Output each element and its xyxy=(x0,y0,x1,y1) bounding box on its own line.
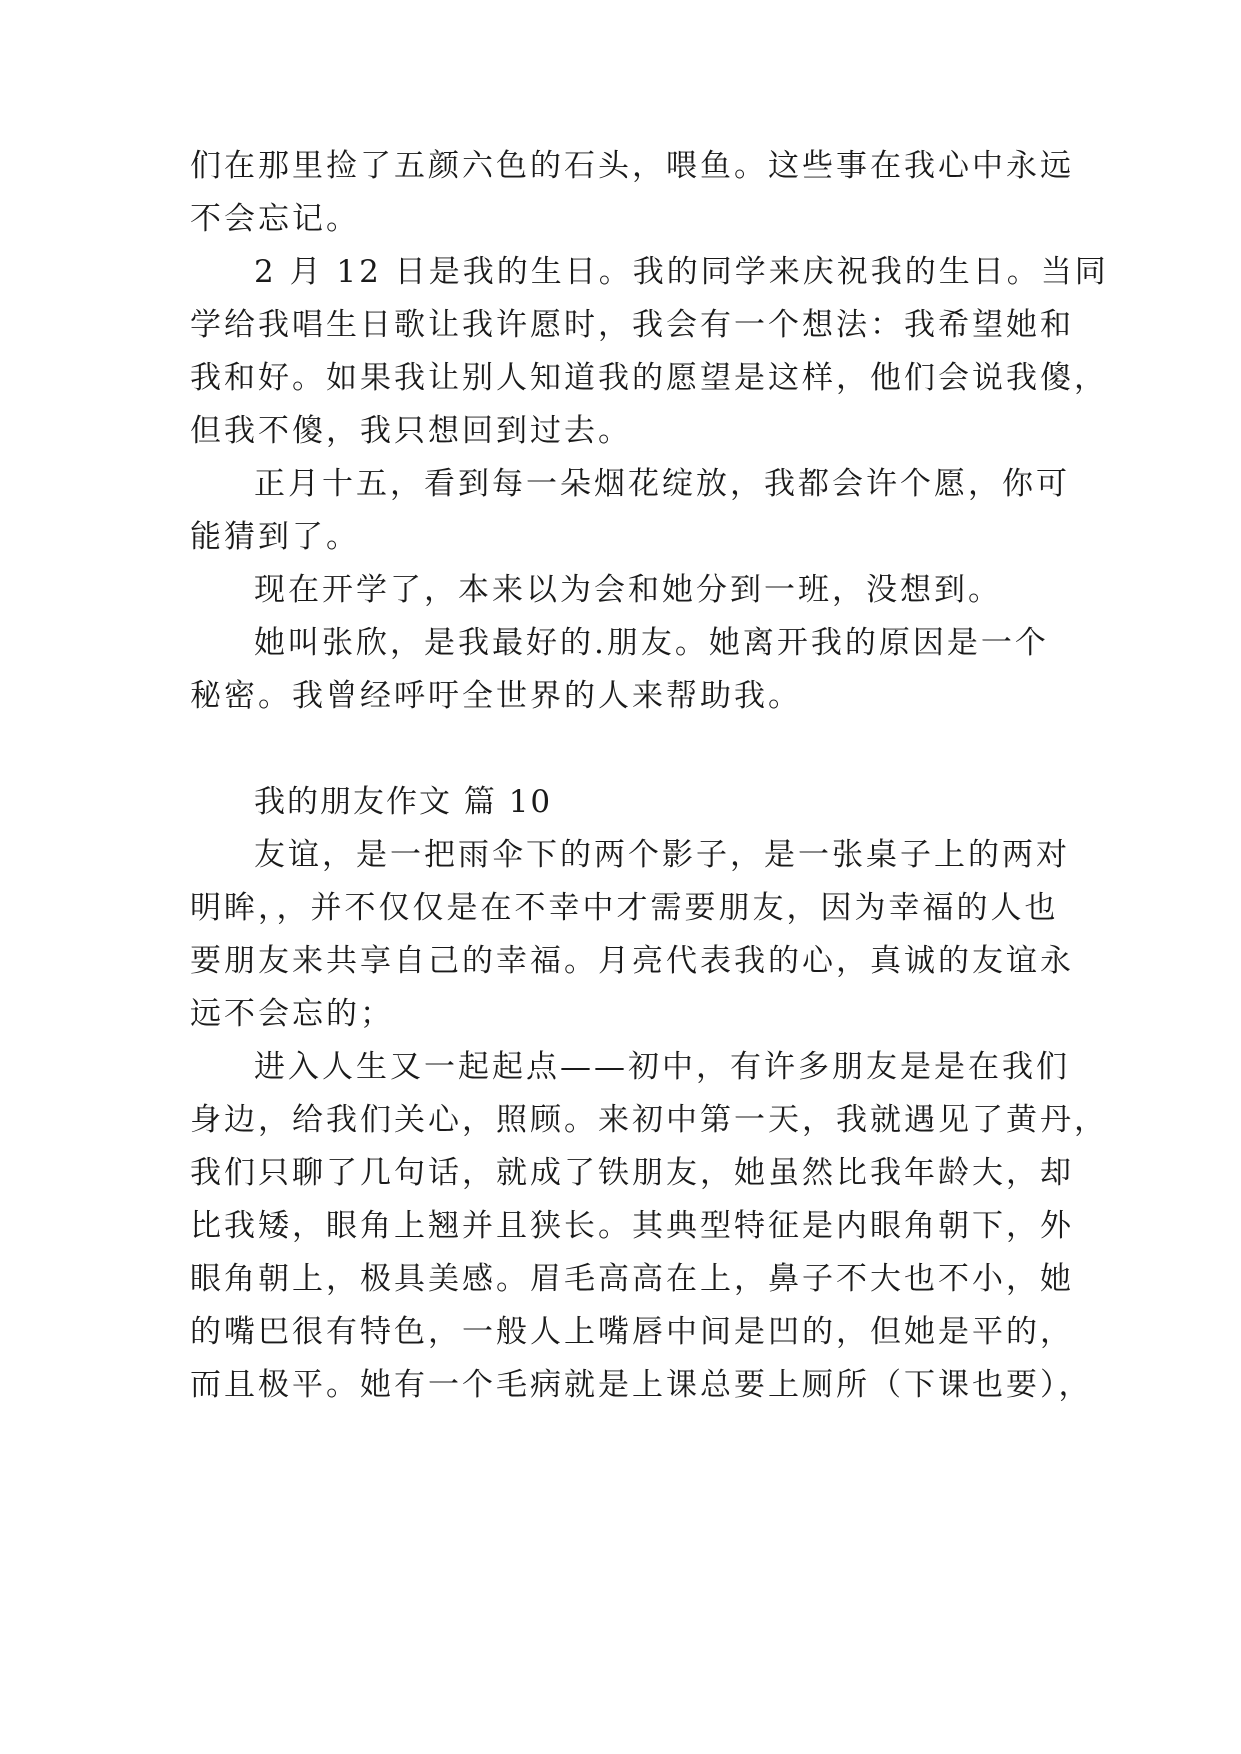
text-line: 远不会忘的； xyxy=(190,996,394,1032)
text-line: 她叫张欣，是我最好的.朋友。她离开我的原因是一个 xyxy=(254,625,1049,661)
text-line: 学给我唱生日歌让我许愿时，我会有一个想法：我希望她和 xyxy=(190,307,1074,343)
text-line: 能猜到了。 xyxy=(190,519,360,555)
text-line: 现在开学了，本来以为会和她分到一班，没想到。 xyxy=(254,572,1002,608)
text-line: 不会忘记。 xyxy=(190,201,360,237)
section-heading: 我的朋友作文 篇 10 xyxy=(254,784,553,820)
text-line: 的嘴巴很有特色，一般人上嘴唇中间是凹的，但她是平的， xyxy=(190,1314,1074,1350)
text-line: 正月十五，看到每一朵烟花绽放，我都会许个愿，你可 xyxy=(254,466,1070,502)
text-line: 们在那里捡了五颜六色的石头，喂鱼。这些事在我心中永远 xyxy=(190,148,1074,184)
text-line: 身边，给我们关心，照顾。来初中第一天，我就遇见了黄丹， xyxy=(190,1102,1108,1138)
text-line: 要朋友来共享自己的幸福。月亮代表我的心，真诚的友谊永 xyxy=(190,943,1074,979)
text-line: 而且极平。她有一个毛病就是上课总要上厕所（下课也要）， xyxy=(190,1367,1093,1403)
text-line: 秘密。我曾经呼吁全世界的人来帮助我。 xyxy=(190,678,802,714)
text-line: 眼角朝上，极具美感。眉毛高高在上，鼻子不大也不小，她 xyxy=(190,1261,1074,1297)
text-line: 我和好。如果我让别人知道我的愿望是这样，他们会说我傻， xyxy=(190,360,1108,396)
text-line: 2 月 12 日是我的生日。我的同学来庆祝我的生日。当同 xyxy=(254,254,1109,290)
text-line: 进入人生又一起起点——初中，有许多朋友是是在我们 xyxy=(254,1049,1070,1085)
text-line: 友谊，是一把雨伞下的两个影子，是一张桌子上的两对 xyxy=(254,837,1070,873)
text-line: 明眸，，并不仅仅是在不幸中才需要朋友，因为幸福的人也 xyxy=(190,890,1059,926)
text-line: 但我不傻，我只想回到过去。 xyxy=(190,413,632,449)
text-line: 比我矮，眼角上翘并且狭长。其典型特征是内眼角朝下，外 xyxy=(190,1208,1074,1244)
text-line: 我们只聊了几句话，就成了铁朋友，她虽然比我年龄大，却 xyxy=(190,1155,1074,1191)
